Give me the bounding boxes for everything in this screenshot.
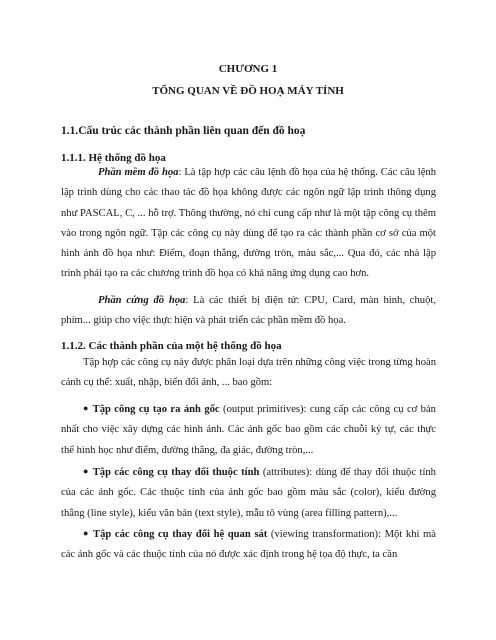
bullet-icon: ● <box>83 466 90 476</box>
bullet-text: (viewing transformation): Một khi mà các ảnh gốc và các thuộc tính của nó được xác định trong hệ tọa độ thực, ta cần <box>61 529 436 561</box>
section-heading-1-1-1: 1.1.1. Hệ thống đồ họa <box>61 152 166 164</box>
term-software: Phần mềm đồ họa <box>98 167 179 178</box>
bullet-item <box>61 523 436 566</box>
chapter-heading: CHƯƠNG 1 <box>218 63 278 75</box>
bullet-icon: ● <box>83 403 90 413</box>
term-hardware: Phần cứng đồ họa <box>98 295 186 306</box>
paragraph-software <box>61 163 436 285</box>
section-heading-1-1-2: 1.1.2. Các thành phần của một hệ thống đồ họa <box>61 340 282 352</box>
bullet-term: Tập các công cụ thay đổi hệ quan sát <box>93 529 268 540</box>
bullet-item <box>61 461 436 524</box>
section-heading-1-1: 1.1.Cấu trúc các thành phần liên quan đến đồ hoạ <box>61 125 306 137</box>
bullet-item <box>61 398 436 461</box>
paragraph-software-text: : Là tập hợp các câu lệnh đồ họa của hệ thống. Các câu lệnh lập trình dùng cho các thao tác đồ họa không được các ngôn ngữ lập trình thông dụng như PASCAL, C, ... hỗ trợ. Thông thường, nó chỉ cung cấp như là một tập công cụ thêm vào trong ngôn ngữ. Tập các công cụ này dùng để tạo ra các thành phần cơ sở của một hình ảnh đồ họa như: Điểm, đoạn thẳng, đường tròn, màu sắc,... Qua đó, các nhà lập trình phải tạo ra các chương trình đồ họa có khả năng ứng dụng cao hơn. <box>61 167 436 280</box>
bullet-term: Tập các công cụ thay đổi thuộc tính <box>92 467 260 478</box>
paragraph-intro: Tập hợp các công cụ này được phân loại dựa trên những công việc trong từng hoàn cảnh cụ thể: xuất, nhập, biến đổi ảnh, ... bao gồm: <box>61 357 436 389</box>
bullet-text: (output primitives): cung cấp các công cụ cơ bản nhất cho việc xây dựng các hình ảnh. Các ảnh gốc bao gồm các chuỗi ký tự, các thực thể hình học như điểm, đường thẳng, đa giác, đường tròn,... <box>61 404 436 456</box>
bullet-text: (attributes): dùng để thay đổi thuộc tính của các ảnh gốc. Các thuộc tính của ảnh gốc bao gồm màu sắc (color), kiểu đường thẳng (line style), kiểu văn bản (text style), mẫu tô vùng (area filling pattern),... <box>61 467 436 519</box>
paragraph-hardware-text: : Là các thiết bị điện tử: CPU, Card, màn hình, chuột, phím... giúp cho việc thực hiện và phát triển các phần mềm đồ họa. <box>61 295 436 327</box>
paragraph-hardware <box>61 291 436 332</box>
bullet-term: Tập công cụ tạo ra ảnh gốc <box>92 404 220 415</box>
bullet-icon: ● <box>83 528 90 538</box>
chapter-title: TỔNG QUAN VỀ ĐỒ HOẠ MÁY TÍNH <box>152 85 344 97</box>
